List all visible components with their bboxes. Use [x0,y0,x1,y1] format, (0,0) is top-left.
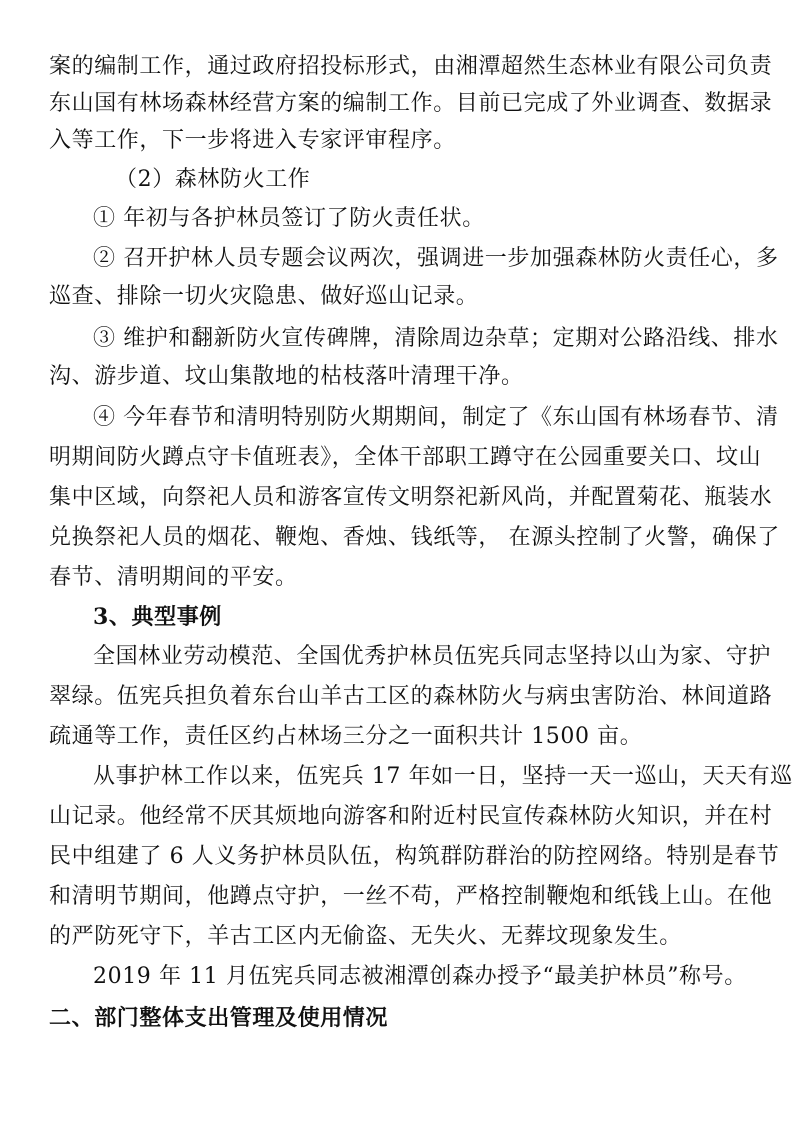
paragraph-line: 的严防死守下，羊古工区内无偷盗、无失火、无葬坟现象发生。 [49,924,682,949]
list-item: ② 召开护林人员专题会议两次，强调进一步加强森林防火责任心，多 [93,246,779,271]
list-item: ① 年初与各护林员签订了防火责任状。 [93,206,485,231]
paragraph-line: 从事护林工作以来，伍宪兵 17 年如一日，坚持一天一巡山，天天有巡 [93,764,793,789]
list-item: ④ 今年春节和清明特别防火期期间，制定了《东山国有林场春节、清 [93,405,779,430]
paragraph-line: 兑换祭祀人员的烟花、鞭炮、香烛、钱纸等， 在源头控制了火警，确保了 [49,525,780,550]
paragraph-line: 民中组建了 6 人义务护林员队伍，构筑群防群治的防控网络。特别是春节 [49,844,780,869]
paragraph-line: 入等工作，下一步将进入专家评审程序。 [49,128,456,153]
paragraph-line: 明期间防火蹲点守卡值班表》，全体干部职工蹲守在公园重要关口、坟山 [49,445,762,470]
subsection-heading: （2）森林防火工作 [115,167,311,192]
paragraph-line: 东山国有林场森林经营方案的编制工作。目前已完成了外业调查、数据录 [49,91,773,116]
list-item: ③ 维护和翻新防火宣传碑牌，清除周边杂草；定期对公路沿线、排水 [93,326,779,351]
paragraph-line: 巡查、排除一切火灾隐患、做好巡山记录。 [49,284,479,309]
paragraph-line: 沟、游步道、坟山集散地的枯枝落叶清理干净。 [49,364,524,389]
paragraph-line: 春节、清明期间的平安。 [49,565,298,590]
paragraph-line: 案的编制工作，通过政府招投标形式，由湘潭超然生态林业有限公司负责 [49,54,773,79]
paragraph-line: 翠绿。伍宪兵担负着东台山羊古工区的森林防火与病虫害防治、林间道路 [49,684,773,709]
section-heading: 3、典型事例 [93,604,222,630]
paragraph-line: 疏通等工作，责任区约占林场三分之一面积共计 1500 亩。 [49,724,643,749]
paragraph-line: 山记录。他经常不厌其烦地向游客和附近村民宣传森林防火知识，并在村 [49,804,773,829]
chapter-heading: 二、部门整体支出管理及使用情况 [49,1005,389,1031]
paragraph-line: 和清明节期间，他蹲点守护，一丝不苟，严格控制鞭炮和纸钱上山。在他 [49,884,773,909]
paragraph-line: 2019 年 11 月伍宪兵同志被湘潭创森办授予“最美护林员”称号。 [93,964,747,989]
paragraph-line: 集中区域，向祭祀人员和游客宣传文明祭祀新风尚，并配置菊花、瓶装水 [49,485,773,510]
paragraph-line: 全国林业劳动模范、全国优秀护林员伍宪兵同志坚持以山为家、守护 [93,644,772,669]
